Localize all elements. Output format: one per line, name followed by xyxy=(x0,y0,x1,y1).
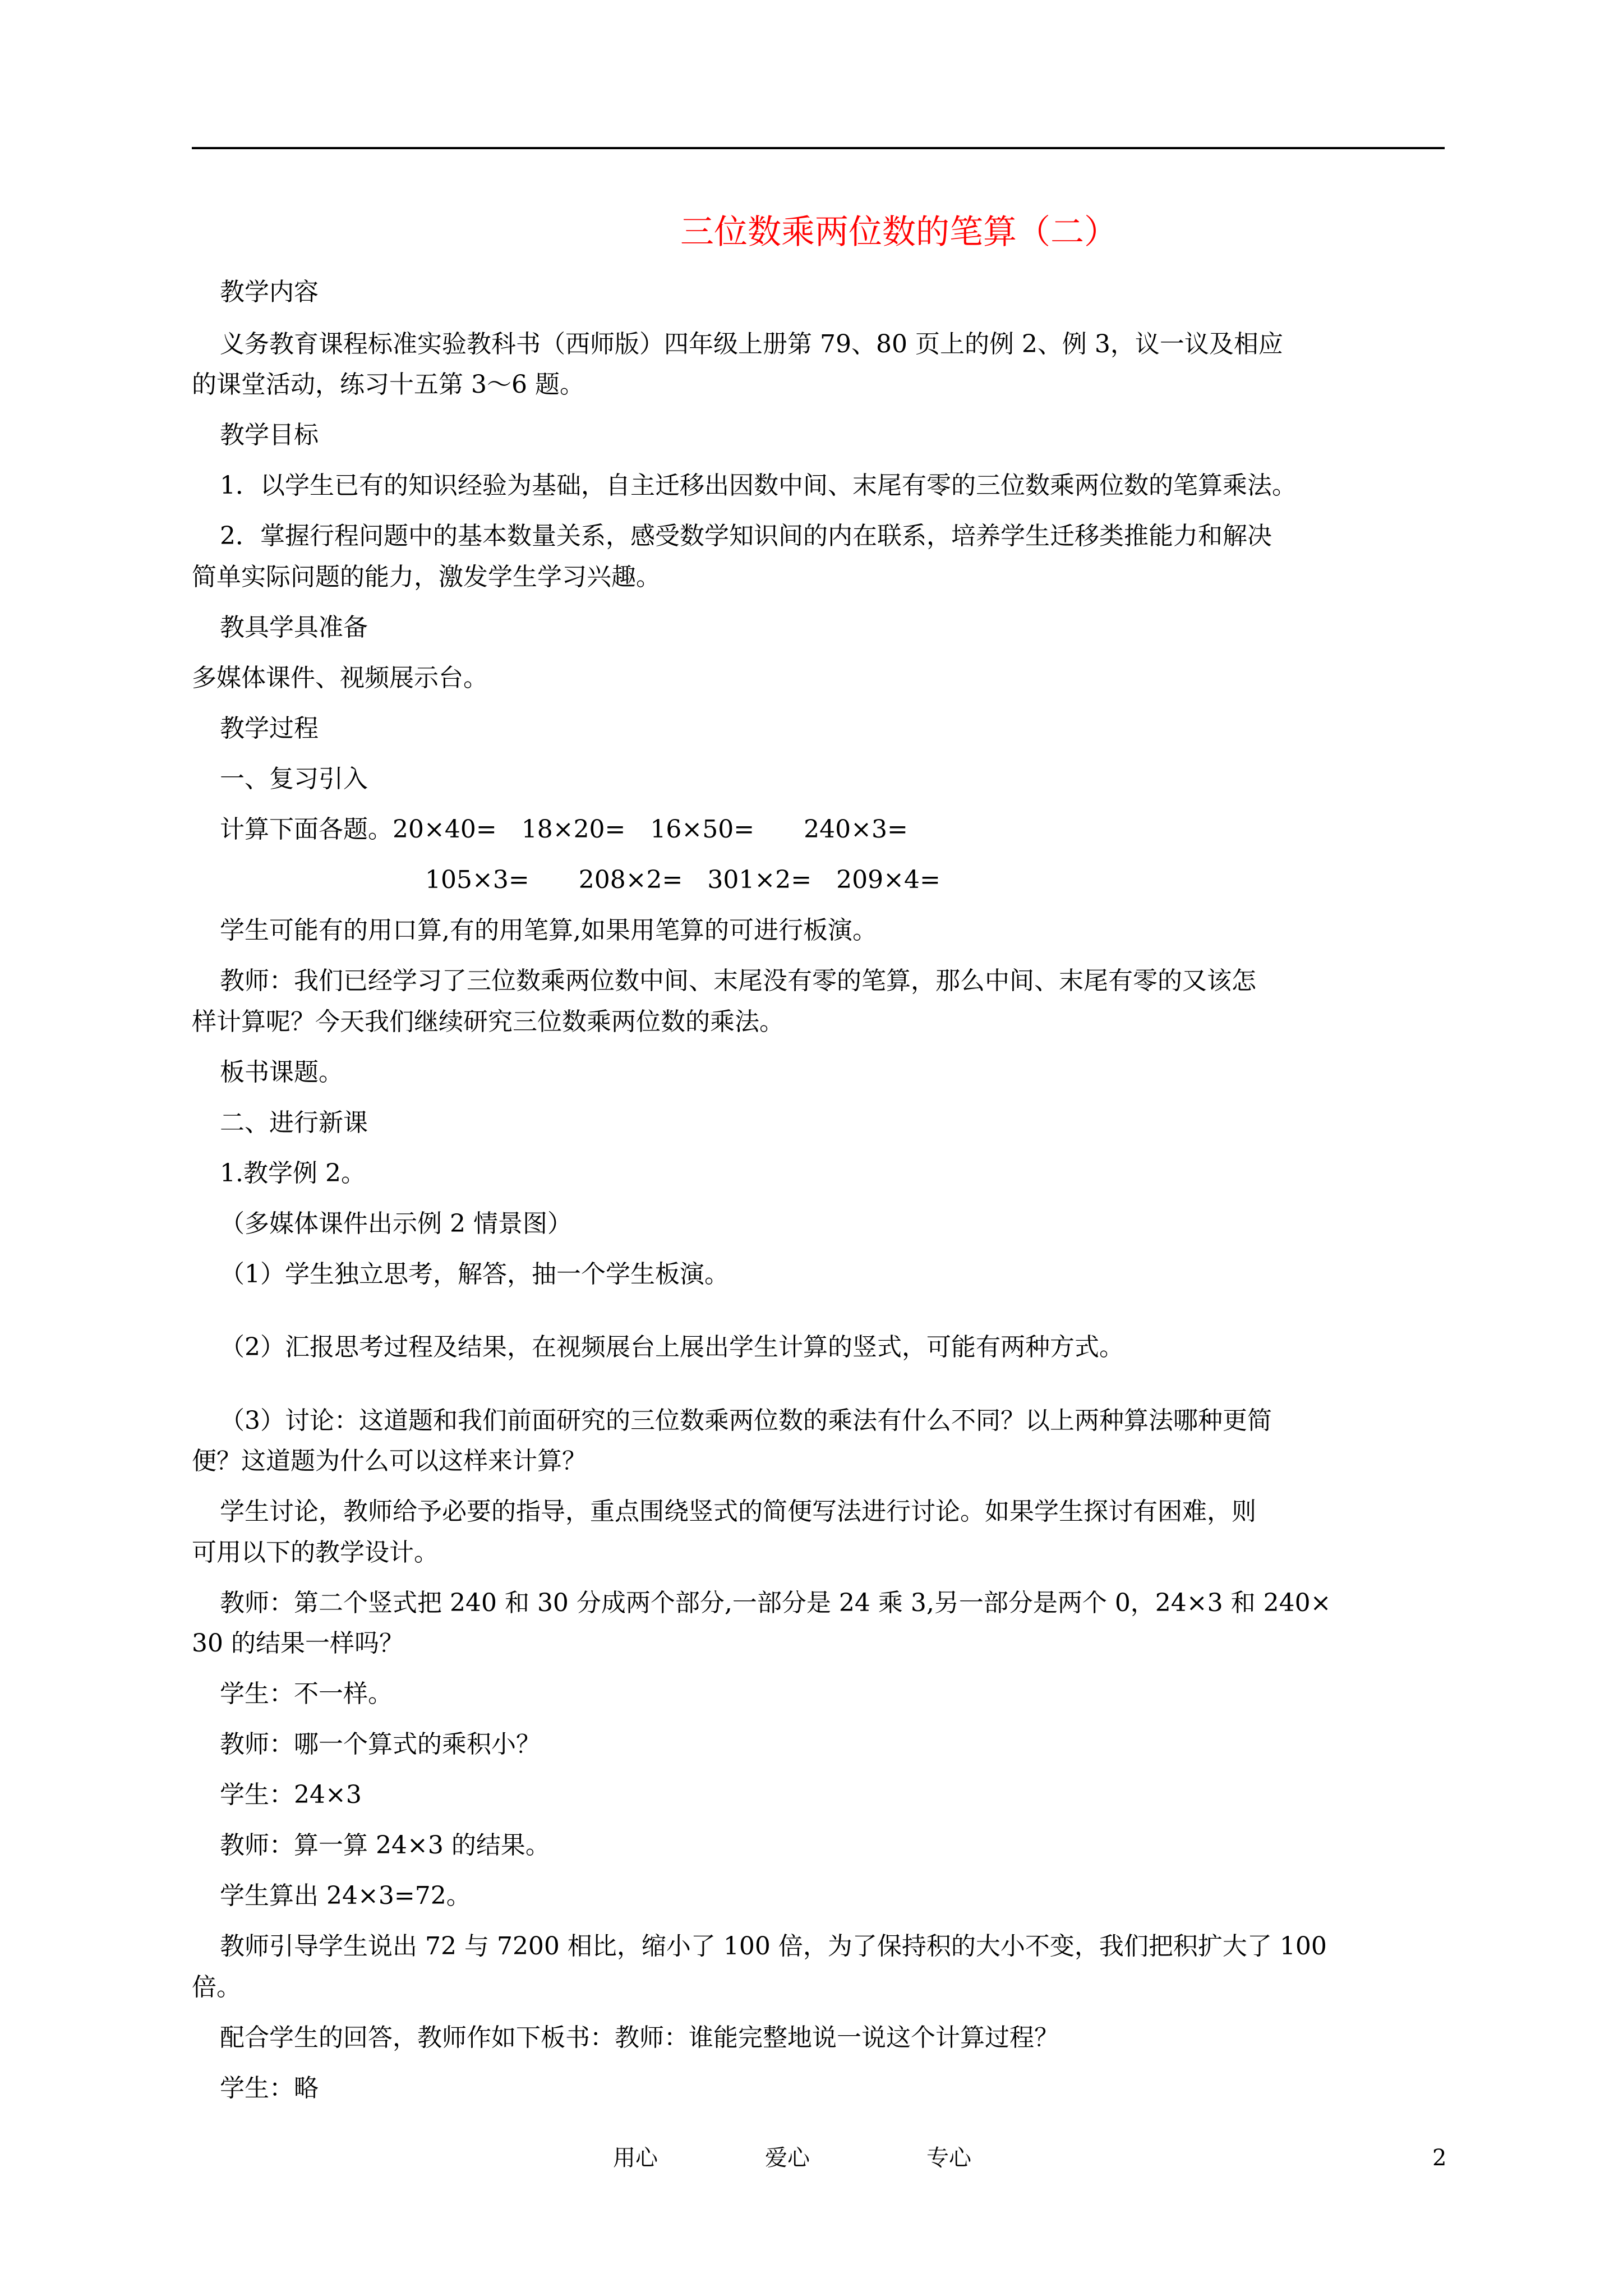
paragraph-line: 教师引导学生说出 72 与 7200 相比，缩小了 100 倍，为了保持积的大小不变，我们把积扩大了 100 xyxy=(220,1932,1327,1961)
paragraph-line: 学生算出 24×3=72。 xyxy=(220,1881,471,1910)
heading-teaching-process: 教学过程 xyxy=(220,714,319,743)
paragraph-line: 1．以学生已有的知识经验为基础，自主迁移出因数中间、末尾有零的三位数乘两位数的笔算乘法。 xyxy=(220,471,1297,500)
paragraph-line: 便？这道题为什么可以这样来计算？ xyxy=(192,1447,587,1475)
exercise-line: 105×3= 208×2= 301×2= 209×4= xyxy=(425,866,940,894)
paragraph-line: 教师：第二个竖式把 240 和 30 分成两个部分,一部分是 24 乘 3,另一部分是两个 0，24×3 和 240× xyxy=(220,1589,1331,1617)
paragraph-line: 教师：我们已经学习了三位数乘两位数中间、末尾没有零的笔算，那么中间、末尾有零的又该怎 xyxy=(220,967,1256,995)
paragraph-line: （3）讨论：这道题和我们前面研究的三位数乘两位数的乘法有什么不同？以上两种算法哪种更简 xyxy=(220,1406,1272,1435)
paragraph-line: （多媒体课件出示例 2 情景图） xyxy=(220,1209,572,1238)
paragraph-line: （2）汇报思考过程及结果，在视频展台上展出学生计算的竖式，可能有两种方式。 xyxy=(220,1333,1124,1361)
page-number: 2 xyxy=(1432,2145,1447,2171)
paragraph-line: 30 的结果一样吗？ xyxy=(192,1629,404,1658)
paragraph-line: 1.教学例 2。 xyxy=(220,1159,366,1188)
paragraph-line: 义务教育课程标准实验教科书（西师版）四年级上册第 79、80 页上的例 2、例 3，议一议及相应 xyxy=(220,330,1283,358)
footer-word-1: 用心 xyxy=(613,2145,658,2171)
footer-word-3: 专心 xyxy=(926,2145,971,2171)
footer-word-2: 爱心 xyxy=(765,2145,810,2171)
paragraph-line: 可用以下的教学设计。 xyxy=(192,1538,439,1567)
paragraph-line: 教师：算一算 24×3 的结果。 xyxy=(220,1831,550,1860)
header-rule xyxy=(192,147,1445,149)
paragraph-line: 学生讨论，教师给予必要的指导，重点围绕竖式的简便写法进行讨论。如果学生探讨有困难，则 xyxy=(220,1497,1256,1526)
paragraph-line: 样计算呢？今天我们继续研究三位数乘两位数的乘法。 xyxy=(192,1007,784,1036)
heading-teaching-content: 教学内容 xyxy=(220,278,319,306)
paragraph-line: 学生：24×3 xyxy=(220,1780,362,1809)
paragraph-line: 倍。 xyxy=(192,1973,241,2001)
heading-teaching-goals: 教学目标 xyxy=(220,421,319,449)
paragraph-line: 多媒体课件、视频展示台。 xyxy=(192,664,488,692)
paragraph-line: 配合学生的回答，教师作如下板书：教师：谁能完整地说一说这个计算过程？ xyxy=(220,2023,1059,2052)
section-heading: 一、复习引入 xyxy=(220,765,368,793)
paragraph-line: 板书课题。 xyxy=(220,1058,343,1087)
paragraph-line: （1）学生独立思考，解答，抽一个学生板演。 xyxy=(220,1260,729,1289)
paragraph-line: 学生：不一样。 xyxy=(220,1680,393,1708)
paragraph-line: 学生：略 xyxy=(220,2074,319,2102)
paragraph-line: 教师：哪一个算式的乘积小？ xyxy=(220,1730,541,1759)
paragraph-line: 2．掌握行程问题中的基本数量关系，感受数学知识间的内在联系，培养学生迁移类推能力和解决 xyxy=(220,522,1272,550)
section-heading: 二、进行新课 xyxy=(220,1108,368,1137)
paragraph-line: 的课堂活动，练习十五第 3～6 题。 xyxy=(192,370,584,399)
paragraph-line: 学生可能有的用口算,有的用笔算,如果用笔算的可进行板演。 xyxy=(220,916,877,945)
document-title: 三位数乘两位数的笔算（二） xyxy=(680,213,1118,252)
heading-tools: 教具学具准备 xyxy=(220,613,368,642)
exercise-line: 计算下面各题。20×40= 18×20= 16×50= 240×3= xyxy=(220,815,908,844)
paragraph-line: 简单实际问题的能力，激发学生学习兴趣。 xyxy=(192,563,661,591)
